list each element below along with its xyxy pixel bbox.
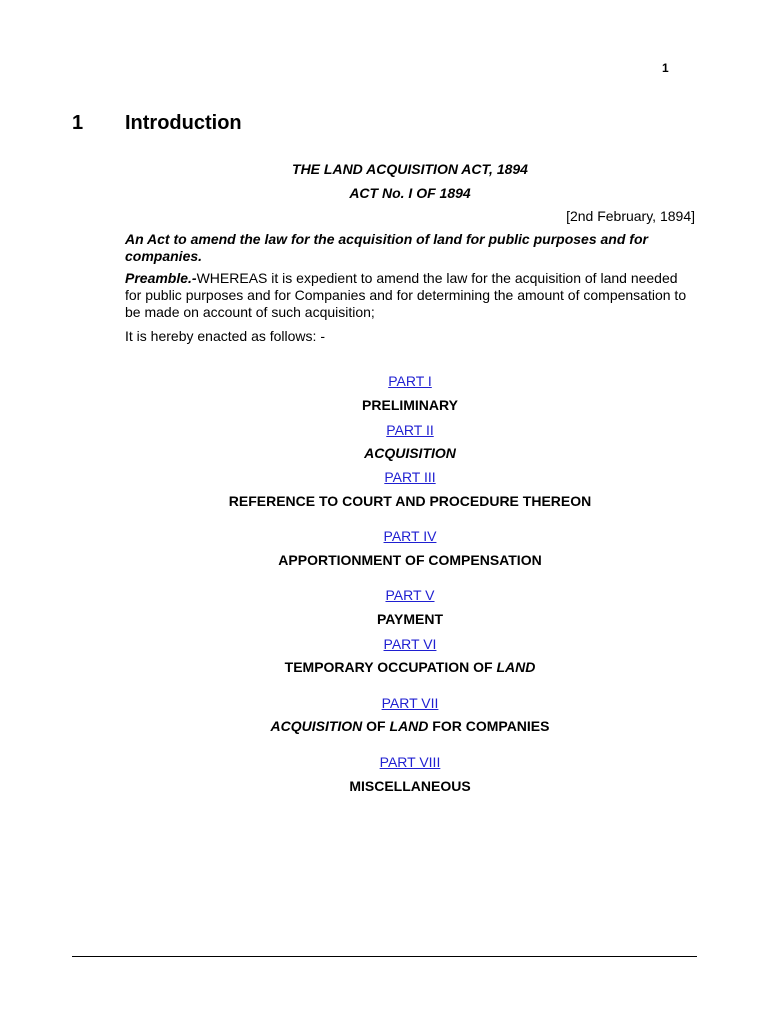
enacting-clause: It is hereby enacted as follows: - (125, 328, 325, 344)
section-title: Introduction (125, 112, 242, 134)
act-long-title: An Act to amend the law for the acquisition of land for public purposes and for companies. (125, 231, 648, 264)
part-6-title (125, 659, 695, 675)
part-6-title-prefix: TEMPORARY OCCUPATION OF (284, 659, 497, 675)
act-date: [2nd February, 1894] (566, 208, 695, 224)
footer-rule (72, 956, 697, 957)
part-7-title-italic-2: LAND (389, 718, 429, 734)
part-1-title: PRELIMINARY (362, 397, 458, 413)
act-title: THE LAND ACQUISITION ACT, 1894 (292, 161, 528, 177)
part-2-link[interactable]: PART II (386, 422, 434, 438)
part-1-link[interactable]: PART I (388, 373, 432, 389)
section-heading (72, 112, 242, 135)
part-6-title-italic: LAND (496, 659, 536, 675)
part-7-title (125, 718, 695, 734)
preamble-lead: Preamble.- (125, 270, 197, 286)
section-number: 1 (72, 112, 84, 134)
part-4-link[interactable]: PART IV (383, 528, 437, 544)
preamble (125, 270, 695, 321)
part-4-title: APPORTIONMENT OF COMPENSATION (278, 552, 542, 568)
part-7-link[interactable]: PART VII (381, 695, 439, 711)
part-7-title-italic-1: ACQUISITION (270, 718, 363, 734)
part-3-title: REFERENCE TO COURT AND PROCEDURE THEREON (228, 493, 592, 509)
preamble-text: WHEREAS it is expedient to amend the law for the acquisition of land needed for public purposes and for Companies and for determining the amount of compensation to be made on account of such acquisition; (125, 270, 687, 320)
part-8-link[interactable]: PART VIII (379, 754, 441, 770)
part-5-title: PAYMENT (376, 611, 444, 627)
part-6-link[interactable]: PART VI (383, 636, 437, 652)
part-7-title-suffix: FOR COMPANIES (428, 718, 550, 734)
part-5-link[interactable]: PART V (385, 587, 435, 603)
part-3-link[interactable]: PART III (384, 469, 436, 485)
page-number: 1 (662, 61, 669, 75)
act-number: ACT No. I OF 1894 (349, 185, 471, 201)
part-8-title: MISCELLANEOUS (349, 778, 471, 794)
part-7-title-mid: OF (362, 718, 390, 734)
part-2-title: ACQUISITION (364, 445, 456, 461)
